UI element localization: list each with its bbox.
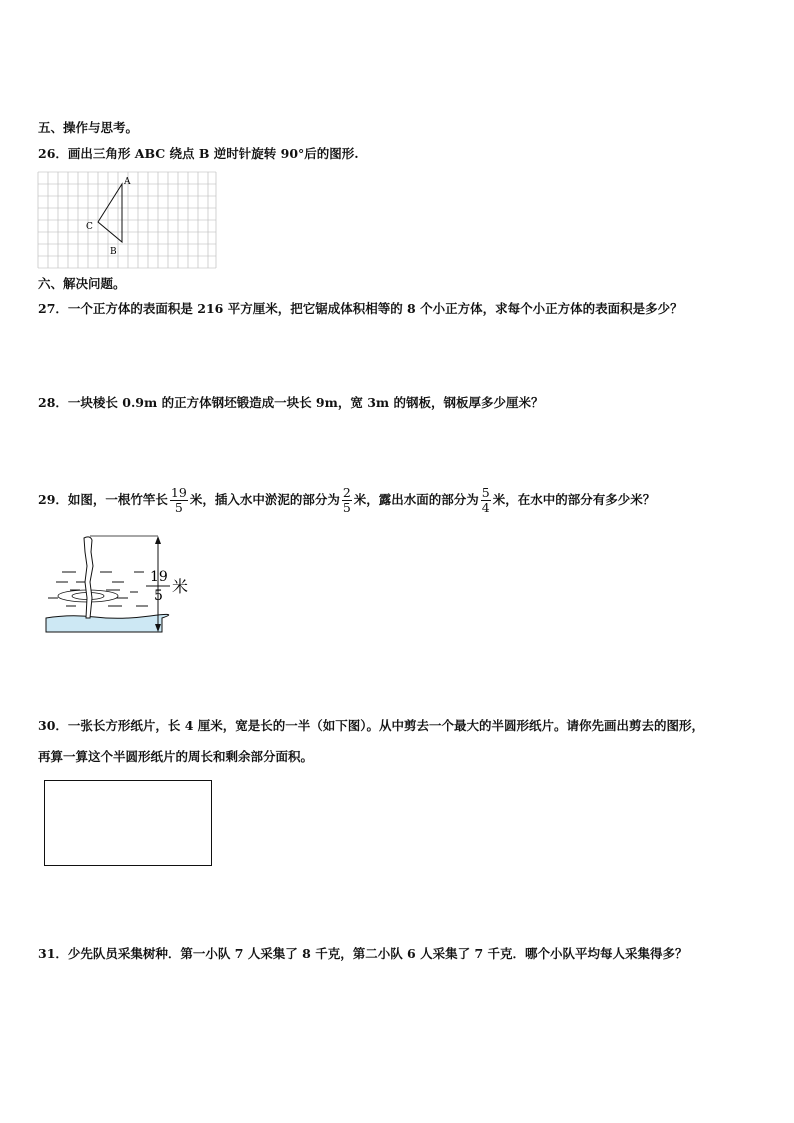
figure-fraction-num: 19 xyxy=(150,569,168,585)
vertex-label-a: A xyxy=(124,177,131,187)
water-shape xyxy=(46,614,169,632)
bamboo-pole xyxy=(84,537,93,618)
question-29-part1: 29．如图，一根竹竿长 xyxy=(38,492,168,507)
vertex-label-c: C xyxy=(86,222,93,232)
question-29-part4: 米，在水中的部分有多少米？ xyxy=(492,492,656,507)
fraction-5-4: $\frac{5}{4}$ xyxy=(481,485,490,515)
rectangle-paper xyxy=(44,780,212,866)
question-26: 26．画出三角形 ABC 绕点 B 逆时针旋转 90°后的图形. xyxy=(38,146,359,161)
question-29-part3: 米，露出水面的部分为 xyxy=(353,492,479,507)
question-30-line1: 30．一张长方形纸片，长 4 厘米，宽是长的一半（如下图）。从中剪去一个最大的半圆形纸片。请你先画出剪去的图形， xyxy=(38,718,705,733)
vertex-label-b: B xyxy=(110,247,117,257)
section-heading-6: 六、解决问题。 xyxy=(38,276,126,291)
question-31: 31．少先队员采集树种．第一小队 7 人采集了 8 千克，第二小队 6 人采集了 7 千克．哪个小队平均每人采集得多？ xyxy=(38,946,688,961)
water-dash-lines xyxy=(48,572,148,606)
question-29-part2: 米，插入水中淤泥的部分为 xyxy=(189,492,340,507)
fraction-2-5: $\frac{2}{5}$ xyxy=(342,485,351,515)
triangle-abc xyxy=(98,184,122,242)
figure-unit: 米 xyxy=(172,577,189,596)
fraction-19-5: $\frac{19}{5}$ xyxy=(170,485,187,515)
question-28: 28．一块棱长 0.9m 的正方体钢坯锻造成一块长 9m，宽 3m 的钢板，钢板厚多少厘米？ xyxy=(38,395,544,410)
question-27: 27．一个正方体的表面积是 216 平方厘米，把它锯成体积相等的 8 个小正方体，求每个小正方体的表面积是多少？ xyxy=(38,301,683,316)
grid-figure-triangle xyxy=(38,172,218,270)
section-heading-5: 五、操作与思考。 xyxy=(38,120,139,135)
figure-fraction-den: 5 xyxy=(154,588,163,604)
question-30-line2: 再算一算这个半圆形纸片的周长和剩余部分面积。 xyxy=(38,749,314,764)
arrow-up xyxy=(155,536,161,544)
question-29 xyxy=(38,484,655,516)
bamboo-pole-figure xyxy=(40,532,200,636)
